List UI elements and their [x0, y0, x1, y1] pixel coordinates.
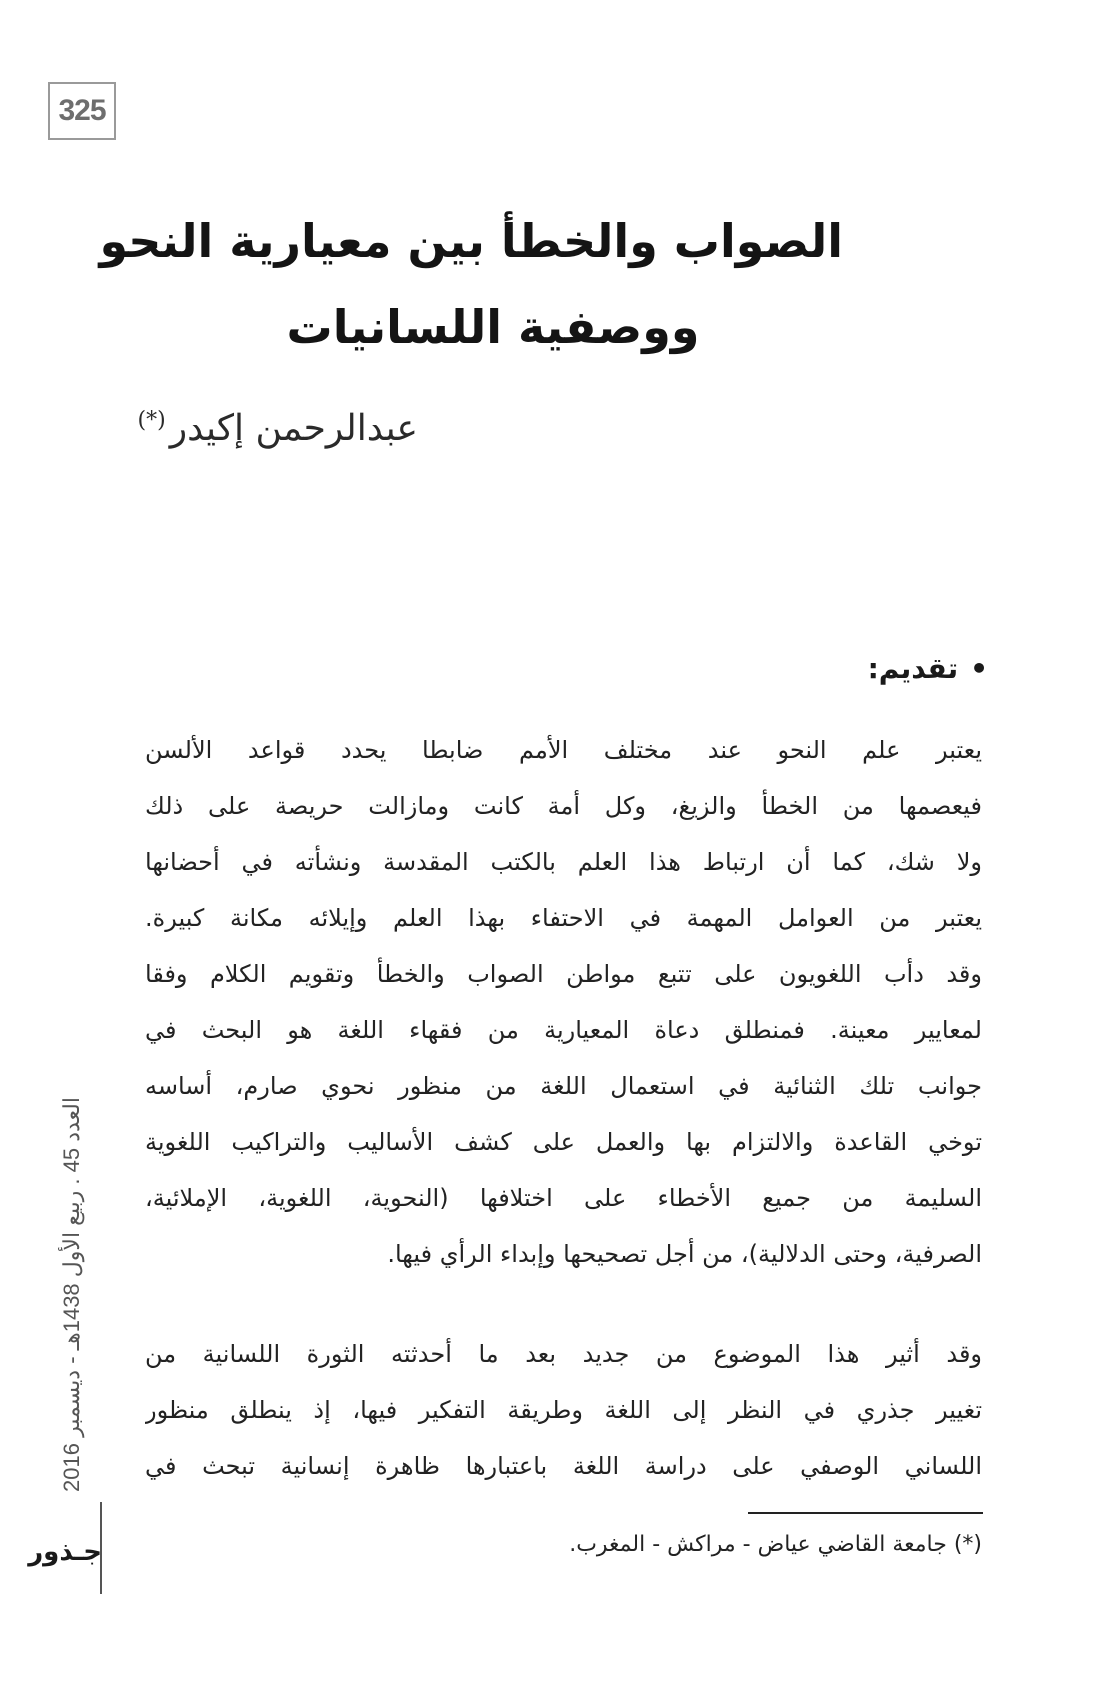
bullet-icon: • [970, 652, 988, 685]
paragraph-line: السليمة من جميع الأخطاء على اختلافها (النحوية، اللغوية، الإملائية، [145, 1184, 982, 1212]
paragraph-line: وقد أثير هذا الموضوع من جديد بعد ما أحدثته الثورة اللسانية من [145, 1340, 982, 1368]
page-number-box [48, 82, 116, 140]
paragraph-line: وقد دأب اللغويون على تتبع مواطن الصواب والخطأ وتقويم الكلام وفقا [145, 960, 982, 988]
paragraph-line: اللساني الوصفي على دراسة اللغة باعتبارها ظاهرة إنسانية تبحث في [145, 1452, 982, 1480]
paragraph-line: توخي القاعدة والالتزام بها والعمل على كشف الأساليب والتراكيب اللغوية [145, 1128, 982, 1156]
author-note-marker: (*) [137, 408, 166, 433]
paragraph-line: يعتبر علم النحو عند مختلف الأمم ضابطا يحدد قواعد الألسن [145, 736, 982, 764]
author-name-block [138, 408, 418, 449]
title-line-1: الصواب والخطأ بين معيارية النحو [99, 214, 843, 268]
footnote-text: جامعة القاضي عياض - مراكش - المغرب. [569, 1532, 947, 1557]
paragraph-line: الصرفية، وحتى الدلالية)، من أجل تصحيحها وإبداء الرأي فيها. [387, 1240, 982, 1268]
paragraph-line: يعتبر من العوامل المهمة في الاحتفاء بهذا العلم وإيلائه مكانة كبيرة. [145, 904, 982, 932]
author-name: عبدالرحمن إكيدر [169, 408, 418, 449]
paragraph-2 [145, 1326, 982, 1494]
title-line-2: ووصفية اللسانيات [286, 300, 700, 354]
paragraph-1 [145, 722, 982, 1282]
paragraph-line: لمعايير معينة. فمنطلق دعاة المعيارية من فقهاء اللغة هو البحث في [145, 1016, 982, 1044]
paragraph-line: جوانب تلك الثنائية في استعمال اللغة من منظور نحوي صارم، أساسه [145, 1072, 982, 1100]
journal-logo: جـذور [28, 1537, 102, 1567]
running-head: العدد 45 . ربيع الأول 1438هـ - ديسمبر 2016 [59, 1097, 84, 1492]
paragraph-line: ولا شك، كما أن ارتباط هذا العلم بالكتب المقدسة ونشأته في أحضانها [145, 848, 982, 876]
paragraph-line: تغيير جذري في النظر إلى اللغة وطريقة التفكير فيها، إذ ينطلق منظور [145, 1396, 982, 1424]
page-number: 325 [58, 94, 106, 127]
section-heading-text: تقديم: [867, 652, 959, 685]
footnote-marker: (*) [953, 1532, 982, 1557]
footnote [569, 1532, 982, 1557]
paragraph-line: فيعصمها من الخطأ والزيغ، وكل أمة كانت ومازالت حريصة على ذلك [145, 792, 982, 820]
section-heading [868, 652, 988, 685]
article-title [99, 198, 843, 370]
footnote-divider [748, 1512, 983, 1514]
